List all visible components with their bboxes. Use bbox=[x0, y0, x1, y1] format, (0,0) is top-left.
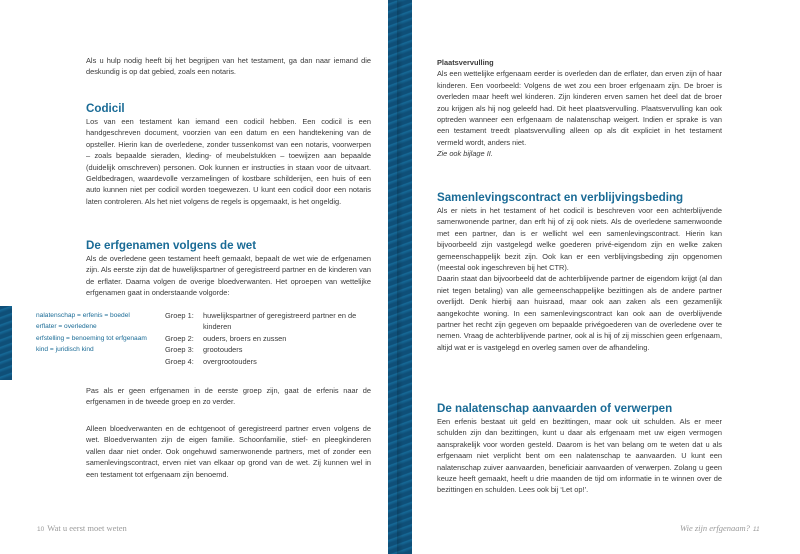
samenleving-body-1: Als er niets in het testament of het codicil is beschreven voor een achterblijvende samenwonende partner, dan erft hij of zij ook niets. Als de overledene samenwoonde met een partner, dan is er wellicht wel een samenlevingscontract. Hierin kan bijvoorbeeld zijn vastgelegd welke goederen privé-eigendom zijn en welke zaken gemeenschappelijk bezit zijn. Ook kan er een verblijvingsbeding zijn opgenomen (meestal ook ingeschreven bij het CTR). bbox=[437, 206, 722, 273]
glossary-item: kind = juridisch kind bbox=[36, 346, 94, 354]
running-title: Wie zijn erfgenaam? bbox=[680, 523, 750, 533]
heir-group-desc: grootouders bbox=[203, 345, 243, 355]
right-footer bbox=[680, 523, 763, 533]
left-footer bbox=[34, 523, 127, 533]
glossary bbox=[36, 310, 161, 356]
heir-group-label: Groep 2: bbox=[165, 333, 194, 343]
heir-group-row bbox=[165, 333, 375, 344]
plaatsvervulling-heading: Plaatsvervulling bbox=[437, 58, 494, 67]
erfgenamen-heading: De erfgenamen volgens de wet bbox=[86, 239, 257, 252]
plaatsvervulling-body: Als een wettelijke erfgenaam eerder is overleden dan de erflater, dan erven zijn of haar kinderen. Een voorbeeld: Volgens de wet zou een broer erfgenaam zijn. De broer is overleden maar heeft wel kinderen. Zijn kinderen erven samen het deel dat de broer zou krijgen als hij nog geleefd had. Dit heet plaatsvervulling. Plaatsvervulling kan ook optreden wanneer een erfgenaam de nalatenschap weigert. Indien er sprake is van een testament treedt plaatsvervulling alleen op als dit expliciet in het testament vermeld wordt, anders niet. bbox=[437, 69, 722, 147]
samenleving-section bbox=[437, 191, 722, 353]
after-groups-text: Pas als er geen erfgenamen in de eerste groep zijn, gaat de erfenis naar de erfgenamen in de tweede groep en zo verder. bbox=[86, 386, 371, 407]
glossary-marker-band bbox=[0, 306, 12, 380]
heir-group-label: Groep 4: bbox=[165, 356, 194, 366]
samenleving-body-2: Daarin staat dan bijvoorbeeld dat de achterblijvende partner de eigendom krijgt (al dan niet tegen betaling) van alle gemeenschappelijke bezittingen als de andere partner overlijdt. Denk hierbij aan huisraad, maar ook aan zaken als een gezamenlijk aangekochte woning. In een samenlevingscontract kan ook aan de overblijvende partner het recht zijn gegeven om bepaalde privégoederen van de overledene over te nemen. Vraag de achterblijvende partner, ook al is hij of zij misschien geen erfgenaam, altijd wat er is vastgelegd en overleg samen over de afhandeling. bbox=[437, 274, 722, 352]
spine-shadow bbox=[397, 0, 403, 554]
heir-group-desc: overgrootouders bbox=[203, 356, 257, 366]
intro-text: Als u hulp nodig heeft bij het begrijpen van het testament, ga dan naar iemand die deskundig is op dat gebied, zoals een notaris. bbox=[86, 56, 371, 77]
erfgenamen-section bbox=[86, 239, 371, 299]
aanvaarden-section bbox=[437, 402, 722, 496]
page-number: 11 bbox=[752, 526, 760, 533]
glossary-item: erflater = overledene bbox=[36, 323, 97, 331]
intro-paragraph bbox=[86, 55, 371, 78]
page-number: 10 bbox=[37, 526, 45, 533]
plaatsvervulling-section bbox=[437, 57, 722, 160]
erfgenamen-body: Als de overledene geen testament heeft gemaakt, bepaalt de wet wie de erfgenamen zijn. Als eerste zijn dat de huwelijkspartner of geregistreerd partner en de kinderen van de erflater. Daarna volgen de overige bloedverwanten. Het oproepen van wettelijke erfgenamen gaat in onderstaande volgorde: bbox=[86, 254, 371, 298]
glossary-item: erfstelling = benoeming tot erfgenaam bbox=[36, 334, 147, 342]
heir-group-row bbox=[165, 310, 375, 333]
heir-group-desc: ouders, broers en zussen bbox=[203, 333, 287, 343]
bloedverwanten-text: Alleen bloedverwanten en de echtgenoot of geregistreerd partner erven volgens de wet. Bloedverwanten zijn de eigen familie. Schoonfamilie, stief- en pleegkinderen vallen daar niet onder. Ook ongehuwd samenwonende partners, met of zonder een samenlevingscontract, erven niet van elkaar op grond van de wet. Zij kunnen wel in een testament tot erfgenaam zijn benoemd. bbox=[86, 424, 371, 479]
bloedverwanten-paragraph bbox=[86, 423, 371, 480]
left-page bbox=[0, 0, 388, 554]
codicil-section bbox=[86, 102, 371, 207]
running-title: Wat u eerst moet weten bbox=[47, 523, 127, 533]
heir-group-desc: huwelijkspartner of geregistreerd partner en de kinderen bbox=[203, 311, 357, 332]
codicil-body: Los van een testament kan iemand een codicil hebben. Een codicil is een handgeschreven document, voorzien van een datum en een handtekening van de opsteller. Hierin kan de overledene, zonder tussenkomst van een notaris, voorwerpen – zoals bepaalde sieraden, kleding- of meubelstukken – toewijzen aan bepaalde (duidelijk omschreven) personen. Ook kunnen er instructies in staan voor de uitvaart. Geldbedragen, waardevolle verzamelingen of kostbare schilderijen, een huis of een auto kunnen niet per codicil worden toegewezen. U kunt een codicil door een notaris laten controleren. Als het niet volgens de regels is opgemaakt, is het ongeldig. bbox=[86, 117, 371, 206]
heir-group-row bbox=[165, 344, 375, 355]
codicil-heading: Codicil bbox=[86, 102, 125, 115]
samenleving-heading: Samenlevingscontract en verblijvingsbeding bbox=[437, 191, 684, 204]
heir-group-row bbox=[165, 356, 375, 367]
heir-group-label: Groep 1: bbox=[165, 311, 194, 320]
after-groups-paragraph bbox=[86, 385, 371, 408]
aanvaarden-heading: De nalatenschap aanvaarden of verwerpen bbox=[437, 402, 673, 415]
aanvaarden-body: Een erfenis bestaat uit geld en bezittingen, maar ook uit schulden. Als er meer schulden zijn dan bezittingen, kunt u daar als erfgenaam met uw eigen vermogen aansprakelijk voor worden gesteld. Daarom is het van belang om te weten dat u als erfgenaam niet verplicht bent om een nalatenschap te aanvaarden. U kunt een nalatenschap zuiver aanvaarden, beneficiair aanvaarden of verwerpen. Zolang u geen keuze heeft gemaakt, heeft u drie maanden de tijd om informatie in te winnen over de bezittingen en schulden. Lees ook bij ‘Let op!’. bbox=[437, 417, 722, 495]
heir-group-label: Groep 3: bbox=[165, 345, 194, 355]
glossary-item: nalatenschap = erfenis = boedel bbox=[36, 312, 130, 319]
right-page bbox=[412, 0, 800, 554]
heir-groups-list bbox=[165, 310, 375, 367]
plaatsvervulling-note: Zie ook bijlage II. bbox=[437, 149, 493, 159]
